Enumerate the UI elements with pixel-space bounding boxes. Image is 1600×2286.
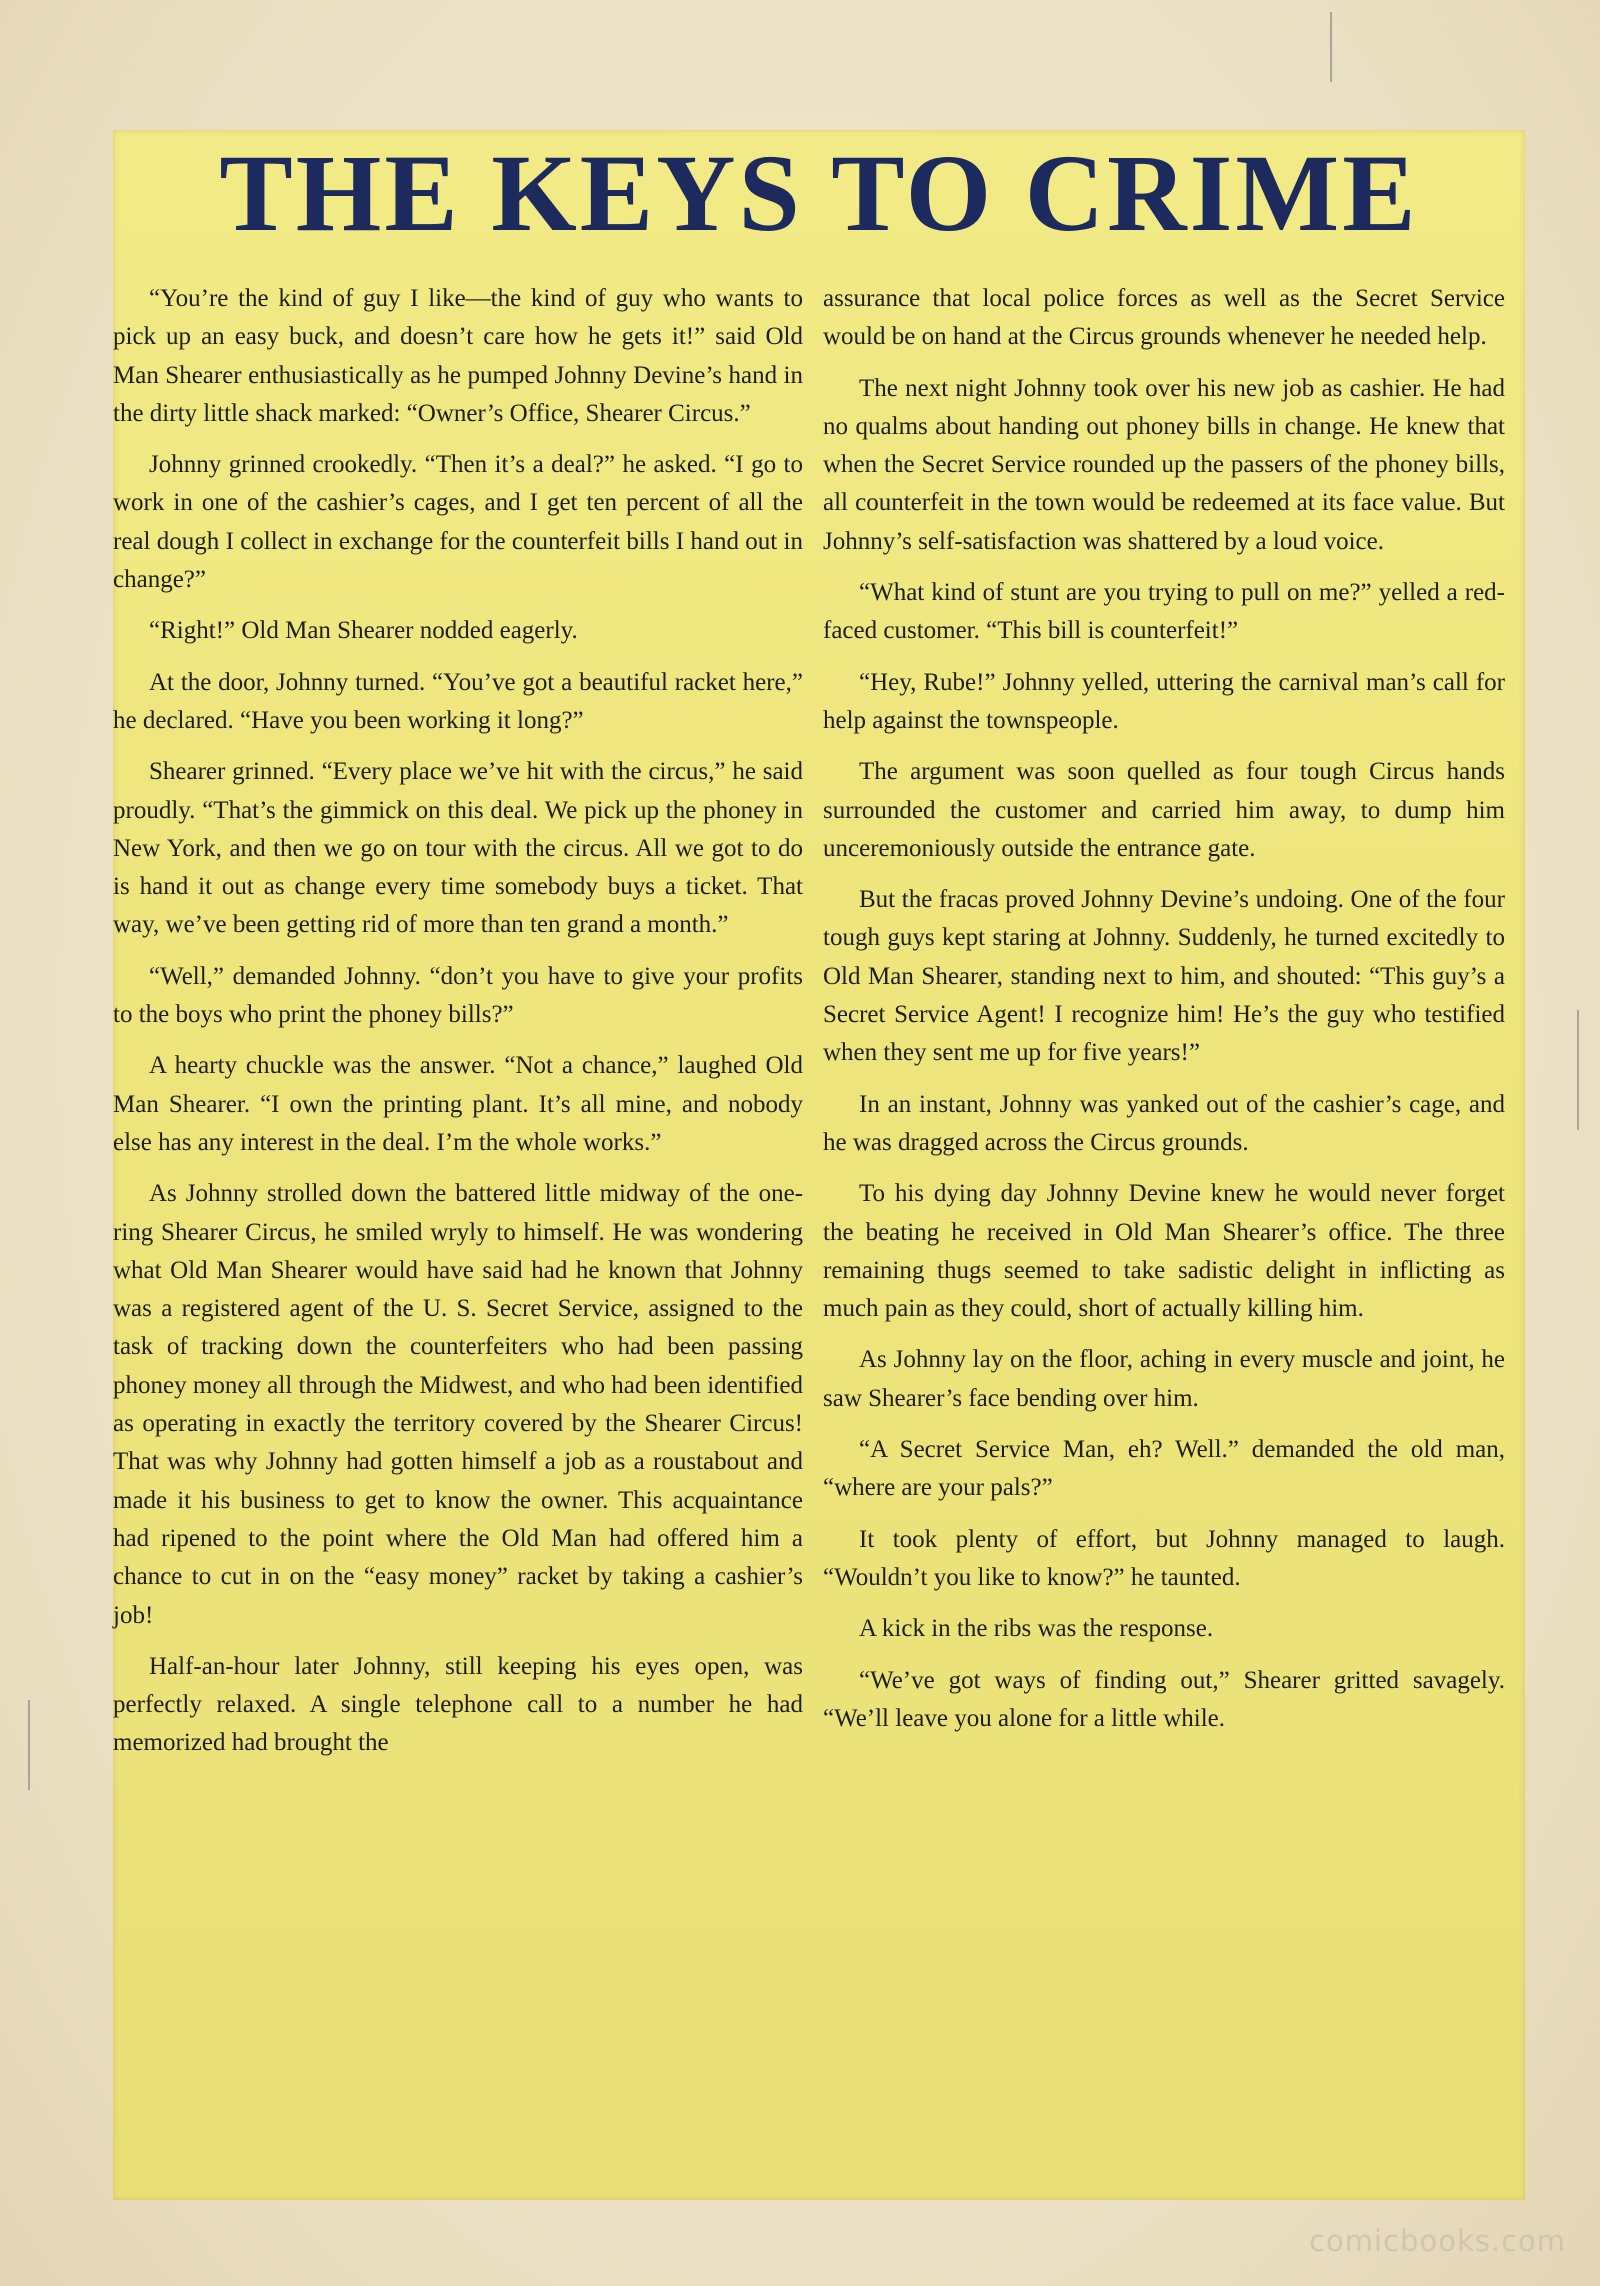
paragraph: “A Secret Service Man, eh? Well.” demanded the old man, “where are your pals?”	[823, 1436, 1505, 1502]
paragraph: It took plenty of effort, but Johnny managed to laugh. “Wouldn’t you like to know?” he taunted.	[823, 1525, 1505, 1591]
paragraph: “We’ve got ways of finding out,” Shearer gritted savagely. “We’ll leave you alone for a little while.	[823, 1666, 1505, 1732]
right-column	[823, 280, 1505, 1751]
paragraph: The argument was soon quelled as four tough Circus hands surrounded the customer and carried him away, to dump him unceremoniously outside the entrance gate.	[823, 758, 1505, 862]
page-mark	[1577, 1010, 1579, 1130]
paragraph: The next night Johnny took over his new job as cashier. He had no qualms about handing out phoney bills in change. He knew that when the Secret Service rounded up the passers of the phoney bills, all counterfeit in the town would be redeemed at its face value. But Johnny’s self-satisfaction was shattered by a loud voice.	[823, 374, 1505, 555]
paragraph: As Johnny strolled down the battered little midway of the one-ring Shearer Circus, he smiled wryly to himself. He was wondering what Old Man Shearer would have said had he known that Johnny was a registered agent of the U. S. Secret Service, assigned to the task of tracking down the counterfeiters who had been passing phoney money all through the Midwest, and who had been identified as operating in exactly the territory covered by the Shearer Circus! That was why Johnny had gotten himself a job as a roustabout and made it his business to get to know the owner. This acquaintance had ripened to the point where the Old Man had offered him a chance to cut in on the “easy money” racket by taking a cashier’s job!	[113, 1180, 803, 1629]
paragraph: assurance that local police forces as well as the Secret Service would be on hand at the Circus grounds whenever he needed help.	[823, 285, 1505, 351]
paragraph: In an instant, Johnny was yanked out of the cashier’s cage, and he was dragged across the Circus grounds.	[823, 1090, 1505, 1156]
paragraph: “What kind of stunt are you trying to pull on me?” yelled a red-faced customer. “This bill is counterfeit!”	[823, 579, 1505, 645]
paragraph: To his dying day Johnny Devine knew he would never forget the beating he received in Old Man Shearer’s office. The three remaining thugs seemed to take sadistic delight in inflicting as much pain as they could, short of actually killing him.	[823, 1180, 1505, 1323]
paragraph: But the fracas proved Johnny Devine’s undoing. One of the four tough guys kept staring at Johnny. Suddenly, he turned excitedly to Old Man Shearer, standing next to him, and shouted: “This guy’s a Secret Service Agent! I recognize him! He’s the guy who testified when they sent me up for five years!”	[823, 886, 1505, 1067]
watermark: comicbooks.com	[1309, 2224, 1566, 2258]
story-title: THE KEYS TO CRIME	[219, 132, 1419, 254]
page-mark	[1330, 12, 1332, 82]
paragraph: “Well,” demanded Johnny. “don’t you have to give your profits to the boys who print the phoney bills?”	[113, 962, 803, 1029]
paragraph: “Hey, Rube!” Johnny yelled, uttering the carnival man’s call for help against the townspeople.	[823, 668, 1505, 734]
paragraph: “You’re the kind of guy I like—the kind of guy who wants to pick up an easy buck, and doesn’t care how he gets it!” said Old Man Shearer enthusiastically as he pumped Johnny Devine’s hand in the dirty little shack marked: “Owner’s Office, Shearer Circus.”	[113, 285, 803, 427]
paragraph: A kick in the ribs was the response.	[859, 1615, 1214, 1643]
paragraph: Half-an-hour later Johnny, still keeping his eyes open, was perfectly relaxed. A single telephone call to a number he had memorized had brought the	[113, 1652, 803, 1757]
left-column	[113, 280, 803, 1776]
paragraph: A hearty chuckle was the answer. “Not a chance,” laughed Old Man Shearer. “I own the printing plant. It’s all mine, and nobody else has any interest in the deal. I’m the whole works.”	[113, 1052, 803, 1156]
paragraph: Johnny grinned crookedly. “Then it’s a deal?” he asked. “I go to work in one of the cashier’s cages, and I get ten percent of all the real dough I collect in exchange for the counterfeit bills I hand out in change?”	[113, 451, 803, 594]
paragraph: “Right!” Old Man Shearer nodded eagerly.	[149, 617, 578, 645]
paragraph: Shearer grinned. “Every place we’ve hit with the circus,” he said proudly. “That’s the gimmick on this deal. We pick up the phoney in New York, and then we go on tour with the circus. All we got to do is hand it out as change every time somebody buys a ticket. That way, we’ve been getting rid of more than ten grand a month.”	[113, 758, 803, 939]
page-mark	[28, 1700, 30, 1790]
paragraph: As Johnny lay on the floor, aching in every muscle and joint, he saw Shearer’s face bending over him.	[823, 1346, 1505, 1412]
paragraph: At the door, Johnny turned. “You’ve got a beautiful racket here,” he declared. “Have you been working it long?”	[113, 668, 803, 734]
